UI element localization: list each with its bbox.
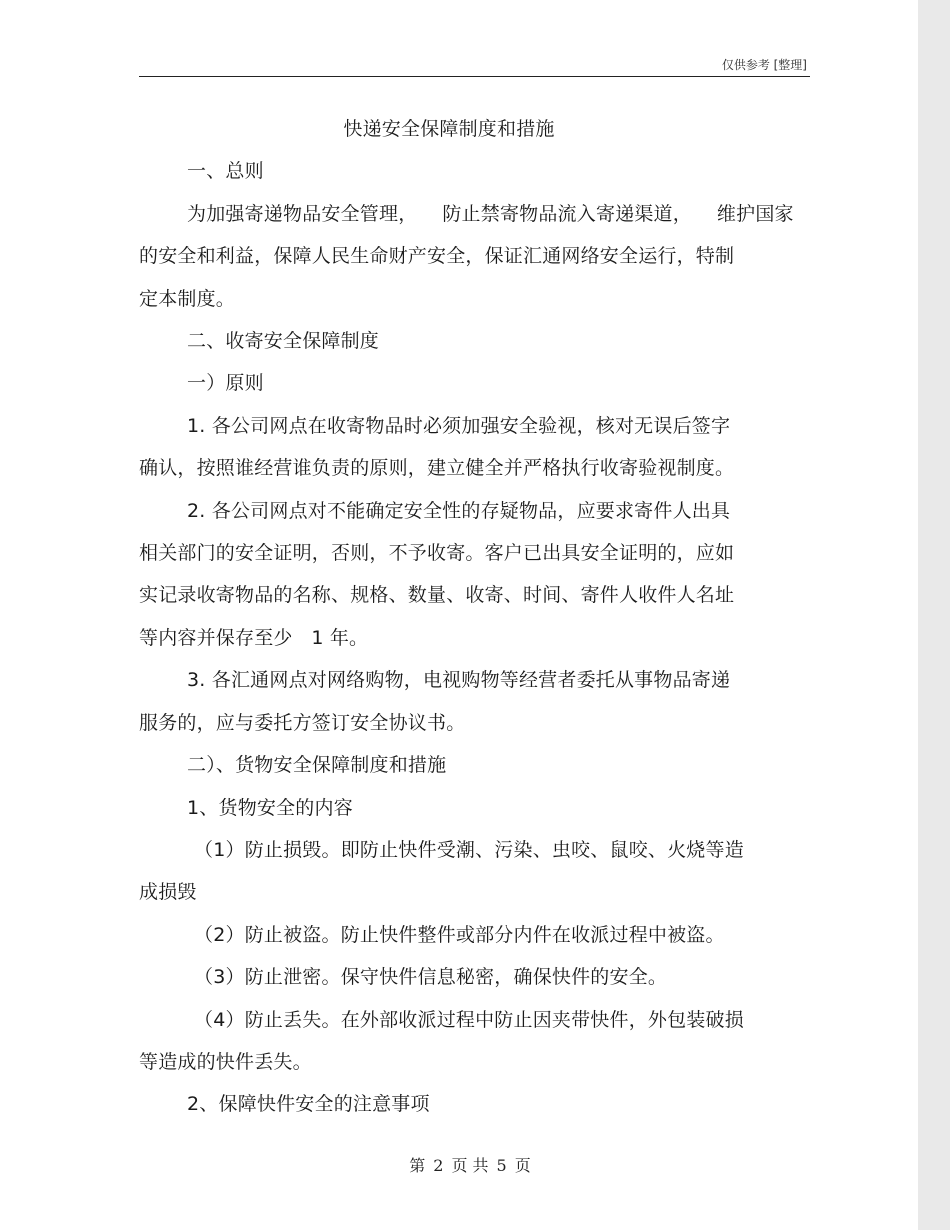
subsection-heading: 二）、货物安全保障制度和措施 bbox=[187, 754, 447, 777]
page-footer bbox=[0, 1153, 940, 1176]
paragraph-line: 3. 各汇通网点对网络购物，电视购物等经营者委托从事物品寄递 bbox=[187, 669, 731, 692]
footer-mid: 页 共 bbox=[451, 1156, 489, 1175]
document-title: 快递安全保障制度和措施 bbox=[343, 118, 555, 140]
paragraph-line: 相关部门的安全证明，否则，不予收寄。客户已出具安全证明的，应如 bbox=[139, 542, 735, 565]
subsection-heading: 1、货物安全的内容 bbox=[187, 796, 353, 819]
document-body bbox=[139, 108, 819, 1126]
footer-page-number: 2 bbox=[433, 1156, 444, 1175]
section-heading: 一、总则 bbox=[187, 160, 264, 183]
footer-total-pages: 5 bbox=[496, 1156, 507, 1175]
list-item-line: （1）防止损毁。即防止快件受潮、污染、虫咬、鼠咬、火烧等造 bbox=[194, 838, 744, 861]
list-item-line: 成损毁 bbox=[139, 881, 197, 904]
list-item-line: 等造成的快件丢失。 bbox=[139, 1050, 312, 1073]
paragraph-line: 的安全和利益，保障人民生命财产安全，保证汇通网络安全运行，特制 bbox=[139, 245, 735, 268]
paragraph-line: 实记录收寄物品的名称、规格、数量、收寄、时间、寄件人收件人名址 bbox=[139, 584, 735, 607]
header-note: 仅供参考 [整理] bbox=[721, 58, 807, 72]
subsection-heading: 一）原则 bbox=[187, 372, 264, 395]
footer-prefix: 第 bbox=[409, 1156, 426, 1175]
list-item-line: （2）防止被盗。防止快件整件或部分内件在收派过程中被盗。 bbox=[194, 923, 725, 946]
section-heading: 二、收寄安全保障制度 bbox=[187, 330, 380, 353]
paragraph-line: 为加强寄递物品安全管理， 防止禁寄物品流入寄递渠道， 维护国家 bbox=[187, 202, 794, 225]
subsection-heading: 2、保障快件安全的注意事项 bbox=[187, 1093, 430, 1116]
paragraph-line: 等内容并保存至少 1 年。 bbox=[139, 626, 369, 649]
header-rule bbox=[139, 76, 810, 77]
footer-suffix: 页 bbox=[514, 1156, 531, 1175]
paragraph-line: 定本制度。 bbox=[139, 287, 236, 310]
paragraph-line: 确认，按照谁经营谁负责的原则，建立健全并严格执行收寄验视制度。 bbox=[139, 457, 735, 480]
list-item-line: （3）防止泄密。保守快件信息秘密，确保快件的安全。 bbox=[194, 966, 668, 989]
paragraph-line: 1. 各公司网点在收寄物品时必须加强安全验视，核对无误后签字 bbox=[187, 414, 731, 437]
paragraph-line: 2. 各公司网点对不能确定安全性的存疑物品，应要求寄件人出具 bbox=[187, 499, 731, 522]
paragraph-line: 服务的，应与委托方签订安全协议书。 bbox=[139, 711, 466, 734]
list-item-line: （4）防止丢失。在外部收派过程中防止因夹带快件，外包装破损 bbox=[194, 1008, 744, 1031]
